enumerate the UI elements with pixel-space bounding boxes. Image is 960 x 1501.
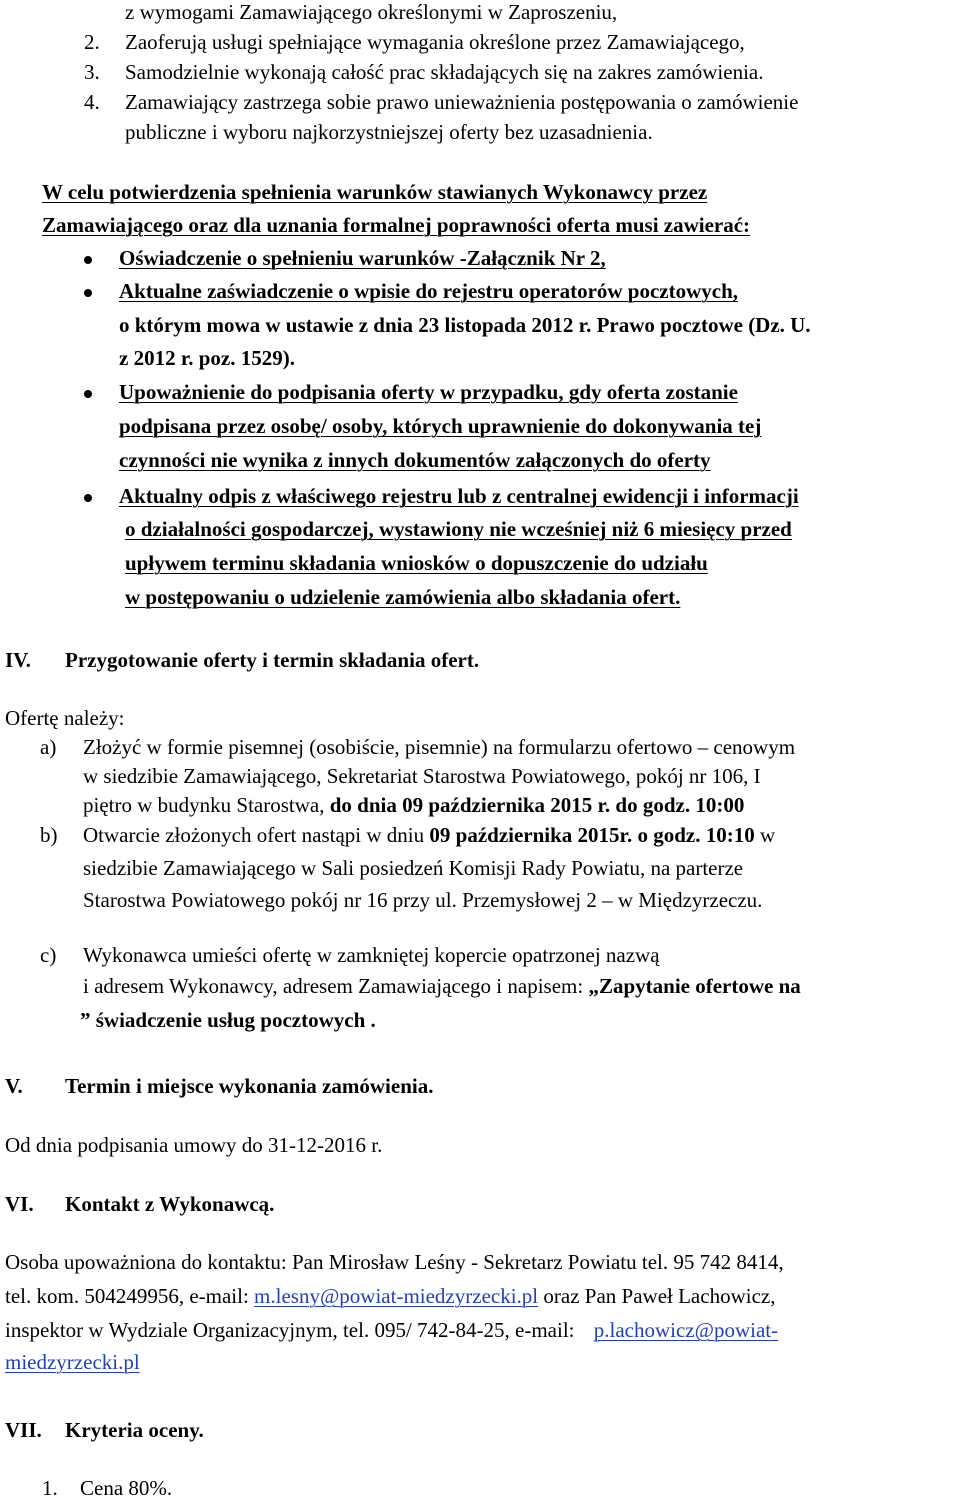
section-number: V. — [5, 1074, 23, 1098]
contact-line: Osoba upoważniona do kontaktu: Pan Mirosław Leśny - Sekretarz Powiatu tel. 95 742 8414, — [5, 1250, 784, 1274]
list-item-number: 2. — [84, 30, 100, 54]
requirement-item-continuation: z 2012 r. poz. 1529). — [119, 346, 295, 370]
envelope-label-text: „Zapytanie ofertowe na — [588, 974, 801, 998]
deadline-text: do dnia 09 października 2015 r. do godz. 10:00 — [329, 793, 745, 817]
section-heading: Termin i miejsce wykonania zamówienia. — [65, 1074, 434, 1098]
requirement-item-continuation: o którym mowa w ustawie z dnia 23 listopada 2012 r. Prawo pocztowe (Dz. U. — [119, 313, 811, 337]
text-plain: inspektor w Wydziale Organizacyjnym, tel. 095/ 742-84-25, e-mail: — [5, 1318, 575, 1342]
requirements-intro: W celu potwierdzenia spełnienia warunków stawianych Wykonawcy przez — [42, 180, 708, 204]
section-heading: Przygotowanie oferty i termin składania ofert. — [65, 648, 480, 672]
contact-line — [5, 1284, 775, 1309]
requirement-item-continuation: podpisana przez osobę/ osoby, których uprawnienie do dokonywania tej — [119, 414, 762, 438]
paragraph: Od dnia podpisania umowy do 31-12-2016 r. — [5, 1133, 383, 1157]
text-plain: w — [759, 823, 776, 847]
list-item-text: Cena 80%. — [80, 1476, 173, 1500]
requirement-item: Upoważnienie do podpisania oferty w przypadku, gdy oferta zostanie — [119, 380, 738, 404]
bullet-icon — [84, 289, 92, 297]
list-item-text — [83, 793, 744, 818]
list-item-label: b) — [40, 823, 58, 847]
text-plain: oraz Pan Paweł Lachowicz, — [543, 1284, 776, 1308]
text-plain: tel. kom. 504249956, e-mail: — [5, 1284, 249, 1308]
requirement-item-continuation: o działalności gospodarczej, wystawiony nie wcześniej niż 6 miesięcy przed — [125, 517, 792, 541]
bullet-icon — [84, 390, 92, 398]
section-heading: Kryteria oceny. — [65, 1418, 204, 1442]
contact-line — [5, 1350, 140, 1375]
list-item-text: Zamawiający zastrzega sobie prawo unieważnienia postępowania o zamówienie — [125, 90, 799, 114]
requirement-item-continuation: upływem terminu składania wniosków o dopuszczenie do udziału — [125, 551, 708, 575]
email-link-lachowicz-continuation[interactable]: miedzyrzecki.pl — [5, 1350, 140, 1374]
section-heading: Kontakt z Wykonawcą. — [65, 1192, 275, 1216]
list-item-text: w siedzibie Zamawiającego, Sekretariat Starostwa Powiatowego, pokój nr 106, I — [83, 764, 761, 788]
list-item-text — [83, 974, 801, 999]
list-item-text: Samodzielnie wykonają całość prac składających się na zakres zamówienia. — [125, 60, 764, 84]
requirement-item-continuation: czynności nie wynika z innych dokumentów załączonych do oferty — [119, 448, 711, 472]
section-number: VII. — [5, 1418, 42, 1442]
list-item-text: siedzibie Zamawiającego w Sali posiedzeń Komisji Rady Powiatu, na parterze — [83, 856, 744, 880]
opening-time-text: 09 października 2015r. o godz. 10:10 — [429, 823, 755, 847]
list-item-text: publiczne i wyboru najkorzystniejszej oferty bez uzasadnienia. — [125, 120, 653, 144]
envelope-label-text: ” świadczenie usług pocztowych . — [80, 1008, 376, 1032]
bullet-icon — [84, 494, 92, 502]
list-item-number: 3. — [84, 60, 100, 84]
contact-line — [5, 1318, 778, 1343]
requirement-item-continuation: w postępowaniu o udzielenie zamówienia albo składania ofert. — [125, 585, 681, 609]
requirements-intro: Zamawiającego oraz dla uznania formalnej poprawności oferta musi zawierać: — [42, 213, 751, 237]
bullet-icon — [84, 256, 92, 264]
list-item-text: Wykonawca umieści ofertę w zamkniętej kopercie opatrzonej nazwą — [83, 943, 660, 967]
text-plain: Otwarcie złożonych ofert nastąpi w dniu — [83, 823, 425, 847]
text-plain: piętro w budynku Starostwa, — [83, 793, 325, 817]
list-item-number: 1. — [42, 1476, 58, 1500]
list-item-label: a) — [40, 735, 57, 759]
list-item-text: Starostwa Powiatowego pokój nr 16 przy ul. Przemysłowej 2 – w Międzyrzeczu. — [83, 888, 763, 912]
text-plain: i adresem Wykonawcy, adresem Zamawiającego i napisem: — [83, 974, 584, 998]
email-link-lachowicz[interactable]: p.lachowicz@powiat- — [593, 1318, 779, 1342]
requirement-item: Aktualny odpis z właściwego rejestru lub z centralnej ewidencji i informacji — [119, 484, 799, 508]
list-item-text — [83, 823, 775, 848]
requirement-item: Oświadczenie o spełnieniu warunków -Załącznik Nr 2, — [119, 246, 606, 270]
list-item-text: Zaoferują usługi spełniające wymagania określone przez Zamawiającego, — [125, 30, 745, 54]
paragraph: Ofertę należy: — [5, 706, 125, 730]
list-item-label: c) — [40, 943, 57, 967]
list-item-text: Złożyć w formie pisemnej (osobiście, pisemnie) na formularzu ofertowo – cenowym — [83, 735, 796, 759]
section-number: IV. — [5, 648, 31, 672]
section-number: VI. — [5, 1192, 34, 1216]
list-continuation-line: z wymogami Zamawiającego określonymi w Zaproszeniu, — [125, 0, 618, 24]
email-link-lesny[interactable]: m.lesny@powiat-miedzyrzecki.pl — [254, 1284, 539, 1308]
list-item-number: 4. — [84, 90, 100, 114]
requirement-item: Aktualne zaświadczenie o wpisie do rejestru operatorów pocztowych, — [119, 279, 739, 303]
